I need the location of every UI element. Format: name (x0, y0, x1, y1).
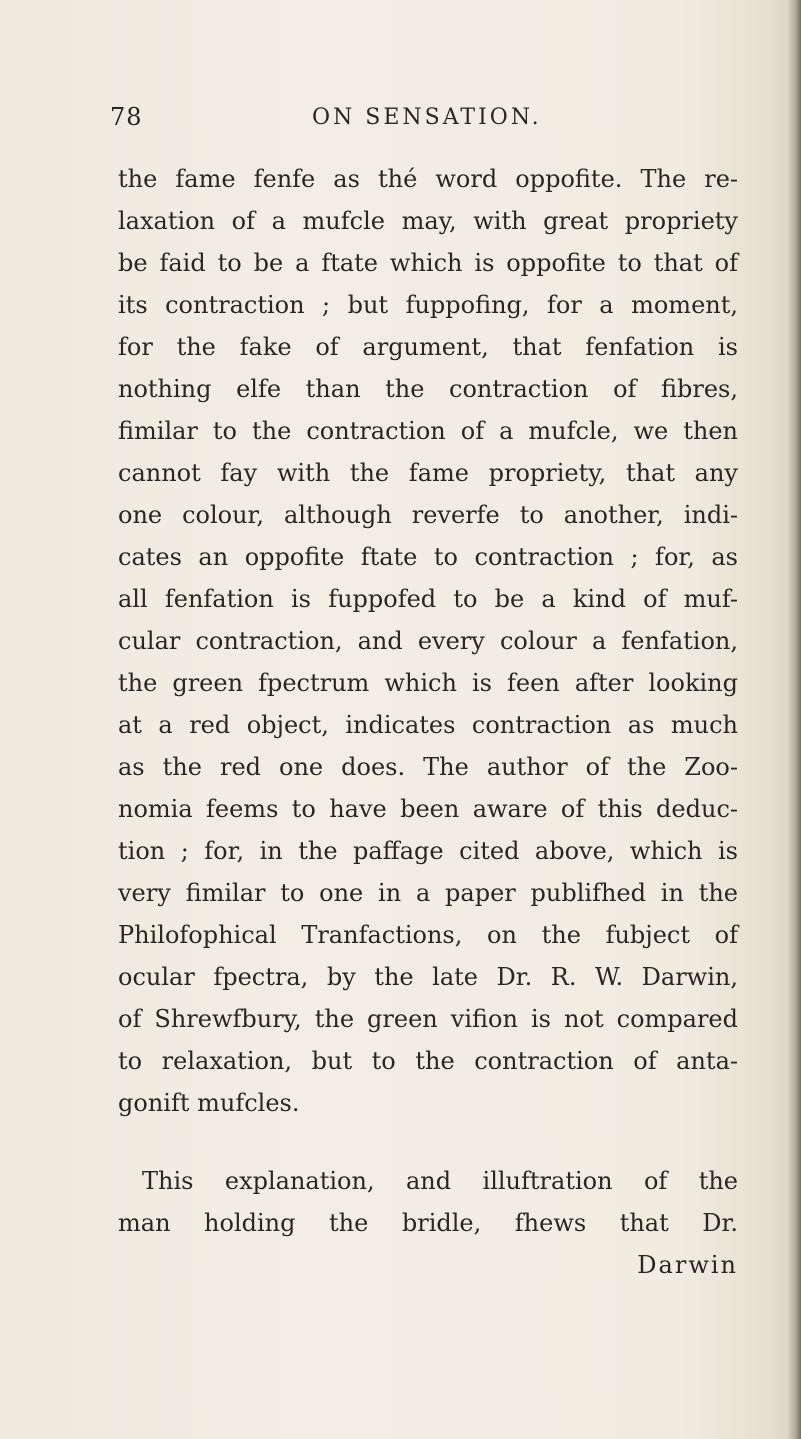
text-line: the green fpectrum which is feen after looking (118, 669, 738, 697)
text-line: cular contraction, and every colour a fenfation, (118, 627, 738, 655)
text-line: as the red one does. The author of the Zoo- (118, 753, 738, 781)
text-line: This explanation, and illuftration of the (142, 1167, 738, 1195)
text-line: at a red object, indicates contraction as much (118, 711, 738, 739)
page-edge-shadow (787, 0, 801, 1439)
text-line: laxation of a mufcle may, with great propriety (118, 207, 738, 235)
text-line: fimilar to the contraction of a mufcle, we then (118, 417, 738, 445)
catchword: Darwin (637, 1251, 738, 1279)
text-line: the fame fenfe as thé word oppofite. The re- (118, 165, 738, 193)
text-line: Philofophical Tranfactions, on the fubject of (118, 921, 738, 949)
text-line: tion ; for, in the paffage cited above, which is (118, 837, 738, 865)
body-text (118, 158, 738, 1286)
text-line: cannot fay with the fame propriety, that any (118, 459, 738, 487)
text-line: its contraction ; but fuppofing, for a moment, (118, 291, 738, 319)
text-line: of Shrewfbury, the green vifion is not compared (118, 1005, 738, 1033)
text-line: be faid to be a ftate which is oppofite to that of (118, 249, 738, 277)
running-head: ON SENSATION. (312, 105, 542, 130)
page-number: 78 (110, 103, 143, 131)
text-line: man holding the bridle, fhews that Dr. (118, 1209, 738, 1237)
text-line: cates an oppofite ftate to contraction ; for, as (118, 543, 738, 571)
text-line: for the fake of argument, that fenfation is (118, 333, 738, 361)
text-line: very fimilar to one in a paper publifhed in the (118, 879, 738, 907)
text-line: nothing elfe than the contraction of fibres, (118, 375, 738, 403)
text-line: gonift mufcles. (118, 1089, 300, 1117)
text-line: nomia feems to have been aware of this deduc- (118, 795, 738, 823)
text-line: all fenfation is fuppofed to be a kind of muf- (118, 585, 738, 613)
text-line: to relaxation, but to the contraction of anta- (118, 1047, 738, 1075)
text-line: one colour, although reverfe to another, indi- (118, 501, 738, 529)
paragraph-gap (118, 1124, 738, 1160)
page-header (110, 103, 730, 143)
text-line: ocular fpectra, by the late Dr. R. W. Darwin, (118, 963, 738, 991)
